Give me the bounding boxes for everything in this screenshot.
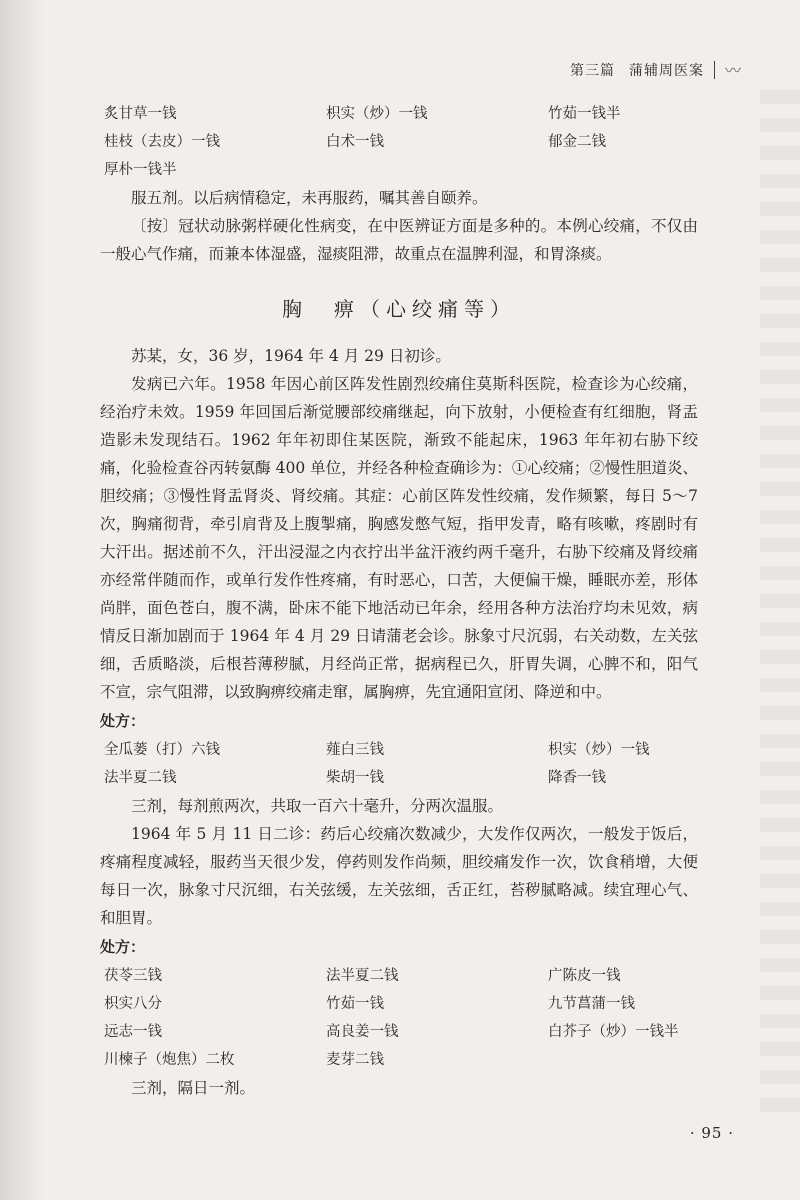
section-title: 胸 痹（心绞痛等）	[282, 297, 516, 321]
herb-item: 茯苓三钱	[104, 968, 162, 984]
dosage-note: 三剂，隔日一剂。	[131, 1079, 256, 1097]
herb-item: 枳实八分	[104, 996, 162, 1012]
herb-item: 法半夏二钱	[326, 968, 399, 984]
herb-item: 白芥子（炒）一钱半	[548, 1024, 679, 1040]
herb-item: 麦芽二钱	[326, 1052, 384, 1068]
herb-item: 薤白三钱	[326, 742, 384, 758]
herb-item: 广陈皮一钱	[548, 968, 621, 984]
herb-item: 竹茹一钱	[326, 996, 384, 1012]
herb-item: 远志一钱	[104, 1024, 162, 1040]
prescription-list-top	[100, 100, 698, 184]
herb-item: 降香一钱	[548, 770, 606, 786]
running-header	[570, 58, 742, 81]
prescription-label: 处方：	[100, 938, 146, 956]
prescription-label: 处方：	[100, 712, 146, 730]
header-chapter: 第三篇	[569, 62, 615, 79]
page-gutter-shadow	[0, 0, 46, 1200]
commentary-paragraph: 〔按〕冠状动脉粥样硬化性病变，在中医辨证方面是多种的。本例心绞痛，不仅由一般心气作痛，而兼本体湿盛，湿痰阻滞，故重点在温脾利湿，和胃涤痰。	[100, 217, 698, 263]
prescription-list-second	[100, 962, 698, 1074]
dosage-note: 三剂，每剂煎两次，共取一百六十毫升，分两次温服。	[131, 797, 504, 815]
herb-item: 柴胡一钱	[326, 770, 384, 786]
herb-item: 厚朴一钱半	[104, 162, 177, 178]
herb-item: 高良姜一钱	[326, 1024, 399, 1040]
page-number: · 95 ·	[689, 1124, 734, 1142]
herb-item: 枳实（炒）一钱	[548, 742, 650, 758]
herb-item: 白术一钱	[326, 134, 384, 150]
herb-item: 郁金二钱	[548, 134, 606, 150]
show-through-text	[760, 90, 800, 1120]
herb-item: 炙甘草一钱	[104, 106, 177, 122]
dosage-note: 服五剂。以后病情稳定，未再服药，嘱其善自颐养。	[131, 189, 488, 207]
herb-item: 法半夏二钱	[104, 770, 177, 786]
herb-item: 全瓜蒌（打）六钱	[104, 742, 220, 758]
case-intro: 苏某，女，36 岁，1964 年 4 月 29 日初诊。	[131, 347, 451, 365]
cloud-ornament-icon: 〰	[724, 61, 742, 80]
page-body	[100, 100, 698, 1102]
herb-item: 竹茹一钱半	[548, 106, 621, 122]
herb-item: 桂枝（去皮）一钱	[104, 134, 220, 150]
second-visit-paragraph: 1964 年 5 月 11 日二诊：药后心绞痛次数减少，大发作仅两次，一般发于饭后，疼痛程度减轻，服药当天很少发，停药则发作尚频，胆绞痛发作一次，饮食稍增，大便每日一次，脉象寸尺沉细，右关弦缓，左关弦细，舌正红，苔秽腻略减。续宜理心气、和胆胃。	[100, 825, 698, 927]
header-divider	[714, 61, 715, 79]
herb-item: 枳实（炒）一钱	[326, 106, 428, 122]
header-book-title: 蒲辅周医案	[628, 62, 704, 79]
herb-item: 九节菖蒲一钱	[548, 996, 635, 1012]
case-history: 发病已六年。1958 年因心前区阵发性剧烈绞痛住莫斯科医院，检查诊为心绞痛，经治疗未效。1959 年回国后渐觉腰部绞痛继起，向下放射，小便检查有红细胞，肾盂造影未发现结石。1962 年年初即住某医院，渐致不能起床，1963 年年初右胁下绞痛，化验检查谷丙转氨酶 400 单位，并经各种检查确诊为：①心绞痛；②慢性胆道炎、胆绞痛；③慢性肾盂肾炎、肾绞痛。其症：心前区阵发性绞痛，发作频繁，每日 5～7 次，胸痛彻背，牵引肩背及上腹掣痛，胸感发憋气短，指甲发青，略有咳嗽，疼剧时有大汗出。据述前不久，汗出浸湿之内衣拧出半盆汗液约两千毫升，右胁下绞痛及肾绞痛亦经常伴随而作，或单行发作性疼痛，有时恶心，口苦，大便偏干燥，睡眠亦差，形体尚胖，面色苍白，腹不满，卧床不能下地活动已年余，经用各种方法治疗均未见效，病情反日渐加剧而于 1964 年 4 月 29 日请蒲老会诊。脉象寸尺沉弱，右关动数，左关弦细，舌质略淡，后根苔薄秽腻，月经尚正常，据病程已久，肝胃失调，心脾不和，阳气不宣，宗气阻滞，以致胸痹绞痛走窜，属胸痹，先宜通阳宣闭、降逆和中。	[100, 375, 698, 701]
herb-item: 川楝子（炮焦）二枚	[104, 1052, 235, 1068]
prescription-list-first	[100, 736, 698, 792]
